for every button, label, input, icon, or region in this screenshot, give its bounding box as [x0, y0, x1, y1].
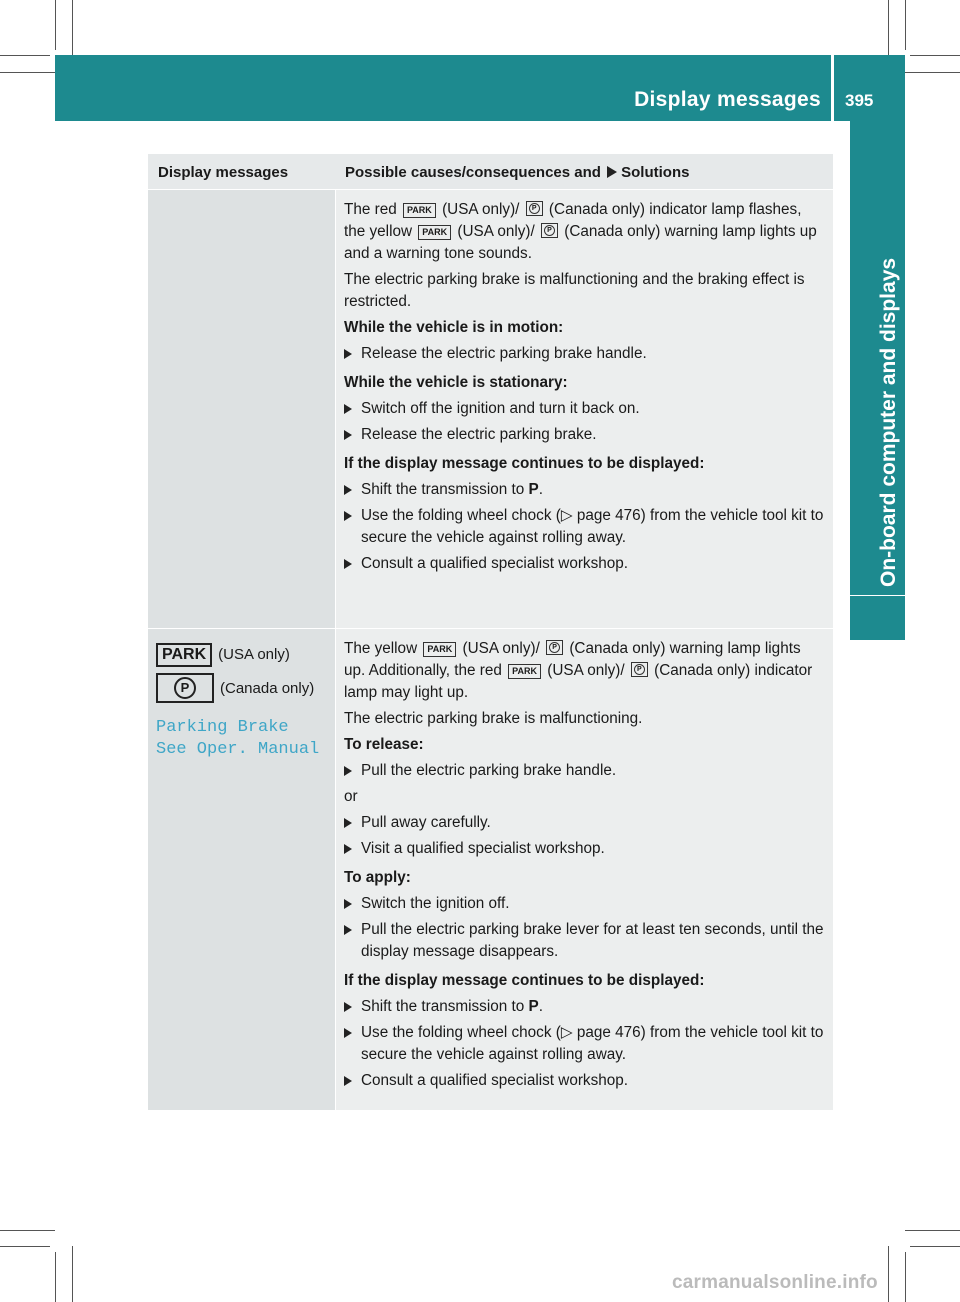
parking-brake-icon: P: [156, 673, 214, 703]
crop-mark: [0, 72, 55, 73]
arrow-icon: [344, 844, 352, 854]
table-row: [148, 628, 833, 1110]
crop-mark: [72, 1246, 73, 1302]
list-item: Release the electric parking brake.: [344, 424, 825, 446]
list-item: Pull the electric parking brake handle.: [344, 760, 825, 782]
column-header-messages: Display messages: [158, 164, 289, 181]
arrow-icon: [344, 559, 352, 569]
list-item: Shift the transmission to P.: [344, 479, 825, 501]
crop-mark: [55, 0, 56, 50]
park-icon: PARK: [403, 203, 436, 218]
page-header: [55, 55, 905, 121]
park-icon: PARK: [156, 643, 212, 667]
header-divider: [831, 55, 834, 121]
crop-mark: [0, 1246, 50, 1247]
chapter-tab: [850, 121, 905, 595]
crop-mark: [0, 1230, 55, 1231]
arrow-icon: [344, 1076, 352, 1086]
arrow-icon: [344, 925, 352, 935]
crop-mark: [905, 0, 906, 50]
crop-mark: [0, 55, 50, 56]
solution-cell: The yellow PARK (USA only)/ P (Canada only) warning lamp lights up. Additionally, the red PARK (USA only)/ P (Canada only) indicator lamp may light up. The electric parking brake is malfunctioning. To release: Pull the electric parking brake handle. or Pull away carefully. Visit a qualified specialist workshop. To apply: Switch the ignition off. Pull the electric parking brake lever for at least ten seconds, until the display message disappears. If the display message continues to be displayed: Shift the transmission to P. Use the folding wheel chock (▷ page 476) from the vehicle tool kit to secure the vehicle against rolling away. Consult a qualified specialist workshop.: [336, 629, 833, 1110]
column-header-causes: Possible causes/consequences and Solutions: [345, 164, 690, 181]
list-item: Release the electric parking brake handle.: [344, 343, 825, 365]
arrow-icon: [344, 511, 352, 521]
arrow-icon: [607, 166, 617, 178]
watermark: carmanualsonline.info: [672, 1272, 878, 1293]
parking-brake-icon: P: [541, 223, 558, 238]
list-item: Pull the electric parking brake lever for at least ten seconds, until the display message disappears.: [344, 919, 825, 963]
list-item: Use the folding wheel chock (▷ page 476) from the vehicle tool kit to secure the vehicle against rolling away.: [344, 505, 825, 549]
arrow-icon: [344, 404, 352, 414]
park-icon: PARK: [423, 642, 456, 657]
display-messages-table: [148, 154, 833, 1110]
display-message-text: Parking Brake See Oper. Manual: [156, 718, 320, 759]
list-item: Visit a qualified specialist workshop.: [344, 838, 825, 860]
table-header: [148, 154, 833, 189]
crop-mark: [905, 1230, 960, 1231]
list-item: Pull away carefully.: [344, 812, 825, 834]
crop-mark: [72, 0, 73, 55]
crop-mark: [910, 55, 960, 56]
arrow-icon: [344, 485, 352, 495]
parking-brake-icon: P: [546, 640, 563, 655]
parking-brake-icon: P: [526, 201, 543, 216]
page-number: 395: [845, 91, 874, 110]
arrow-icon: [344, 766, 352, 776]
park-icon: PARK: [418, 225, 451, 240]
list-item: Switch off the ignition and turn it back on.: [344, 398, 825, 420]
arrow-icon: [344, 818, 352, 828]
message-cell: PARK (USA only) P (Canada only) Parking Brake See Oper. Manual: [148, 629, 336, 1110]
crop-mark: [905, 72, 960, 73]
arrow-icon: [344, 349, 352, 359]
crop-mark: [905, 1252, 906, 1302]
park-icon: PARK: [508, 664, 541, 679]
message-cell: [148, 190, 336, 628]
crop-mark: [888, 0, 889, 55]
solution-cell: The red PARK (USA only)/ P (Canada only) indicator lamp flashes, the yellow PARK (USA only)/ P (Canada only) warning lamp lights up and a warning tone sounds. The electric parking brake is malfunctioning and the braking effect is restricted. While the vehicle is in motion: Release the electric parking brake handle. While the vehicle is stationary: Switch off the ignition and turn it back on. Release the electric parking brake. If the display message continues to be displayed: Shift the transmission to P. Use the folding wheel chock (▷ page 476) from the vehicle tool kit to secure the vehicle against rolling away. Consult a qualified specialist workshop.: [336, 190, 833, 628]
list-item: Use the folding wheel chock (▷ page 476) from the vehicle tool kit to secure the vehicle against rolling away.: [344, 1022, 825, 1066]
arrow-icon: [344, 430, 352, 440]
list-item: Consult a qualified specialist workshop.: [344, 553, 825, 575]
crop-mark: [910, 1246, 960, 1247]
chapter-marker: [850, 596, 905, 640]
crop-mark: [55, 1252, 56, 1302]
table-row: [148, 189, 833, 628]
arrow-icon: [344, 899, 352, 909]
list-item: Consult a qualified specialist workshop.: [344, 1070, 825, 1092]
crop-mark: [888, 1246, 889, 1302]
list-item: Switch the ignition off.: [344, 893, 825, 915]
chapter-tab-label: On-board computer and displays: [877, 257, 900, 587]
arrow-icon: [344, 1002, 352, 1012]
section-title: Display messages: [634, 88, 821, 111]
list-item: Shift the transmission to P.: [344, 996, 825, 1018]
parking-brake-icon: P: [631, 662, 648, 677]
arrow-icon: [344, 1028, 352, 1038]
